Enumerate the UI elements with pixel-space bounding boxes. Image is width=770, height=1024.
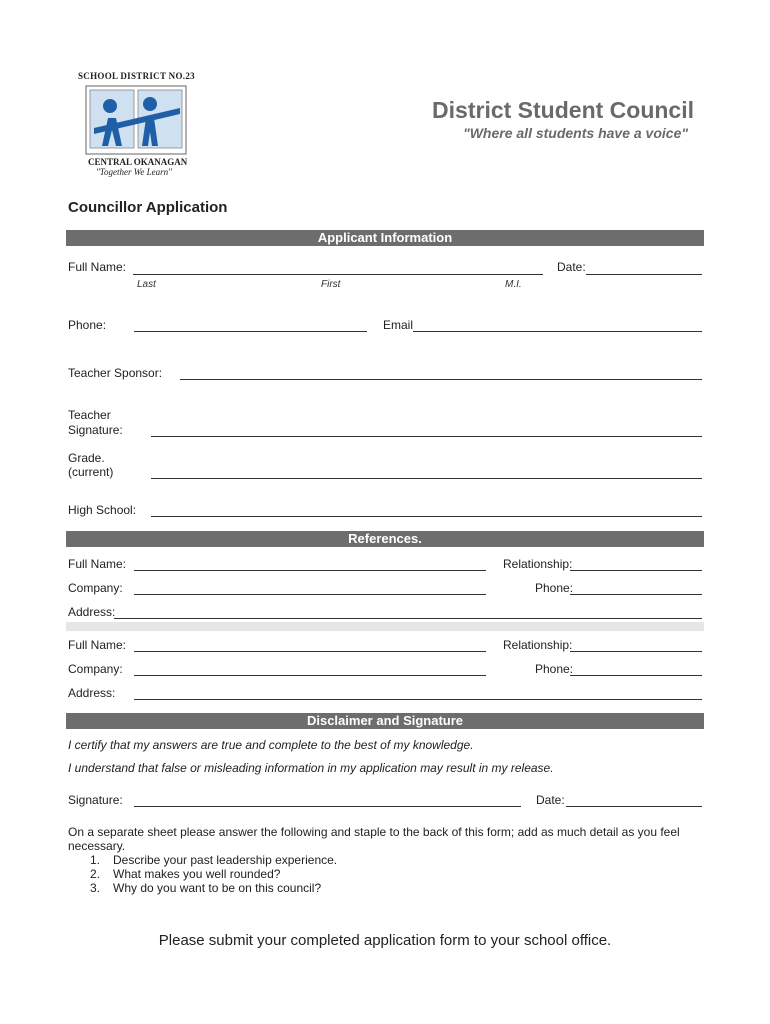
date-label: Date: — [557, 260, 586, 274]
email-label: Email — [383, 318, 414, 332]
high-school-label: High School: — [68, 503, 137, 517]
ref2-company-label: Company: — [68, 662, 123, 676]
teacher-signature-label-2: Signature: — [68, 423, 123, 437]
section-references-heading: References. — [66, 531, 704, 547]
email-input[interactable] — [413, 331, 702, 332]
ref2-full-name-input[interactable] — [134, 651, 486, 652]
ref1-relationship-input[interactable] — [570, 570, 702, 571]
ref1-phone-label: Phone: — [535, 581, 574, 595]
disclaimer-line-1: I certify that my answers are true and complete to the best of my knowledge. — [68, 738, 474, 752]
grade-label-1: Grade. — [68, 451, 105, 465]
disclaimer-line-2: I understand that false or misleading information in my application may result in my release. — [68, 761, 554, 775]
instruction-number: 3. — [90, 881, 101, 895]
ref2-relationship-label: Relationship: — [503, 638, 573, 652]
signature-date-input[interactable] — [566, 806, 702, 807]
instructions-intro-2: necessary. — [68, 839, 126, 853]
ref1-full-name-label: Full Name: — [68, 557, 127, 571]
ref1-company-input[interactable] — [134, 594, 486, 595]
phone-label: Phone: — [68, 318, 107, 332]
teacher-sponsor-input[interactable] — [180, 379, 702, 380]
mi-sublabel: M.I. — [505, 279, 522, 290]
reference-divider — [66, 622, 704, 631]
submit-instruction: Please submit your completed application form to your school office. — [158, 932, 612, 949]
council-title: District Student Council — [432, 97, 694, 123]
section-applicant-heading: Applicant Information — [66, 230, 704, 246]
date-input[interactable] — [586, 274, 702, 275]
ref2-company-input[interactable] — [134, 675, 486, 676]
instruction-number: 2. — [90, 867, 101, 881]
signature-input[interactable] — [134, 806, 521, 807]
ref2-phone-label: Phone: — [535, 662, 574, 676]
teacher-signature-label-1: Teacher — [68, 408, 111, 422]
teacher-sponsor-label: Teacher Sponsor: — [68, 366, 163, 380]
teacher-signature-input[interactable] — [151, 436, 702, 437]
ref1-relationship-label: Relationship: — [503, 557, 573, 571]
council-tagline: "Where all students have a voice" — [463, 125, 688, 141]
ref2-address-input[interactable] — [134, 699, 702, 700]
form-title: Councillor Application — [68, 199, 228, 216]
district-logo-icon — [84, 84, 188, 156]
ref2-full-name-label: Full Name: — [68, 638, 127, 652]
full-name-label: Full Name: — [68, 260, 127, 274]
logo-bottom-text: CENTRAL OKANAGAN — [88, 157, 188, 167]
phone-input[interactable] — [134, 331, 367, 332]
instructions-intro-1: On a separate sheet please answer the following and staple to the back of this form; add as much detail as you feel — [68, 825, 680, 839]
ref2-relationship-input[interactable] — [570, 651, 702, 652]
signature-date-label: Date: — [536, 793, 565, 807]
instruction-item: Why do you want to be on this council? — [113, 881, 322, 895]
logo-motto: "Together We Learn" — [96, 167, 172, 177]
instruction-item: Describe your past leadership experience. — [113, 853, 338, 867]
instruction-item: What makes you well rounded? — [113, 867, 281, 881]
ref1-phone-input[interactable] — [570, 594, 702, 595]
section-disclaimer-heading: Disclaimer and Signature — [66, 713, 704, 729]
first-sublabel: First — [321, 279, 341, 290]
full-name-input[interactable] — [133, 274, 543, 275]
signature-label: Signature: — [68, 793, 123, 807]
ref2-address-label: Address: — [68, 686, 116, 700]
ref1-full-name-input[interactable] — [134, 570, 486, 571]
ref2-phone-input[interactable] — [570, 675, 702, 676]
grade-label-2: (current) — [68, 465, 114, 479]
instruction-number: 1. — [90, 853, 101, 867]
grade-input[interactable] — [151, 478, 702, 479]
ref1-address-input[interactable] — [114, 618, 702, 619]
ref1-company-label: Company: — [68, 581, 123, 595]
logo-top-text: SCHOOL DISTRICT NO.23 — [78, 71, 195, 81]
ref1-address-label: Address: — [68, 605, 116, 619]
high-school-input[interactable] — [151, 516, 702, 517]
last-sublabel: Last — [137, 279, 156, 290]
